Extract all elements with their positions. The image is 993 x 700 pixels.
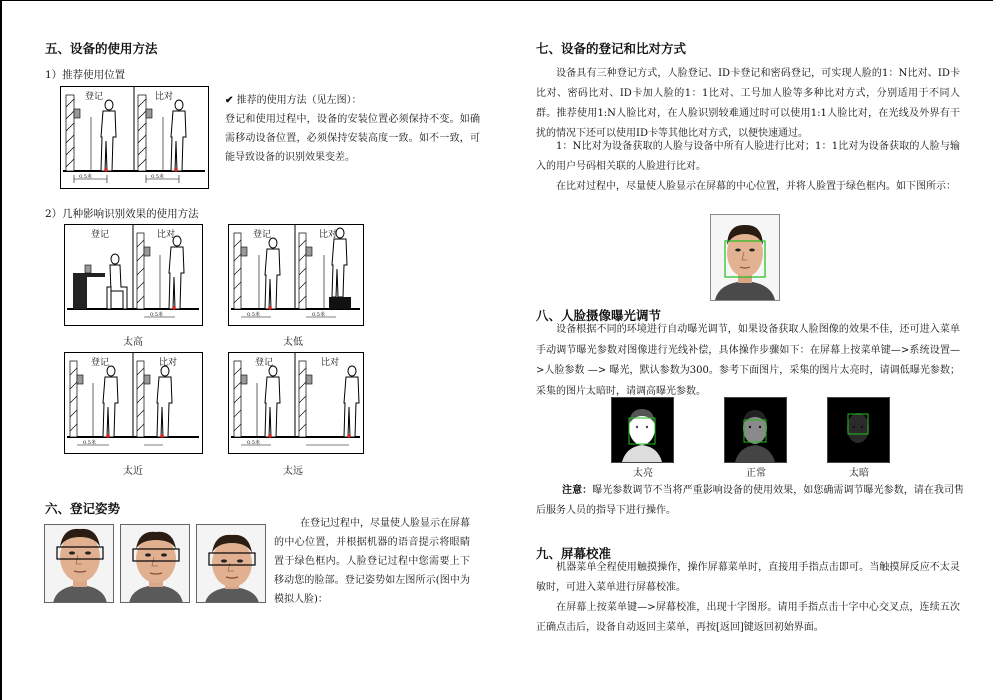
- section8-note-wrap: [536, 481, 964, 521]
- fig1-dim-right: 0.5米: [151, 174, 164, 180]
- caption-too-high: 太高: [123, 337, 143, 348]
- too-low-dim-right: 0.5米: [312, 312, 325, 318]
- section8-body-wrap: [536, 320, 960, 402]
- caption-too-close: 太近: [123, 466, 143, 477]
- too-low-dim-left: 0.5米: [247, 312, 260, 318]
- caption-too-bright: 太亮: [633, 468, 653, 479]
- too-high-label-compare: 比对: [157, 230, 176, 240]
- too-far-label-compare: 比对: [321, 358, 340, 368]
- exposure-bright-image: [611, 397, 674, 463]
- recommended-position-figure: [60, 86, 209, 189]
- section6-body: 在登记过程中，尽量使人脸显示在屏幕的中心位置，并根据机器的语音提示将眼睛置于绿色框内。人脸登记过程中您需要上下移动您的脸部。登记姿势如左图所示(图中为模拟人脸)：: [274, 518, 470, 605]
- fig1-dim-left: 0.5米: [79, 174, 92, 180]
- too-low-label-register: 登记: [253, 230, 272, 240]
- section8-note-body: 曝光参数调节不当将严重影响设备的使用效果，如您确需调节曝光参数，请在我司售后服务人员的指导下进行操作。: [536, 485, 965, 516]
- pose-face-3: [196, 524, 266, 603]
- exposure-normal-image: [724, 397, 787, 463]
- too-high-dim: 0.5米: [150, 312, 163, 318]
- note-body: 登记和使用过程中，设备的安装位置必须保持不变。如确需移动设备位置，必须保持安装高度一致。如不一致，可能导致设备的识别效果变差。: [225, 114, 480, 163]
- section8-title: 八、人脸摄像曝光调节: [536, 308, 662, 323]
- pose-face-1: [44, 524, 114, 603]
- too-far-label-register: 登记: [255, 358, 274, 368]
- note-heading: 推荐的使用方法（见左图）：: [236, 95, 362, 106]
- section7-title: 七、设备的登记和比对方式: [536, 41, 687, 56]
- section7-p2-wrap: [536, 137, 960, 177]
- exposure-dark-image: [827, 397, 890, 463]
- section5-sub2: 2）几种影响识别效果的使用方法: [45, 208, 199, 220]
- caption-too-dark: 太暗: [849, 468, 869, 479]
- too-high-label-register: 登记: [91, 230, 110, 240]
- variant-too-low-figure: [228, 224, 364, 326]
- section6-title: 六、登记姿势: [45, 501, 121, 516]
- caption-too-far: 太远: [283, 466, 303, 477]
- caption-too-low: 太低: [283, 337, 303, 348]
- section6-body-wrap: [274, 514, 470, 609]
- section9-p1-wrap: [536, 558, 960, 598]
- fig1-label-register: 登记: [85, 92, 104, 102]
- section9-title: 九、屏幕校准: [536, 546, 612, 561]
- too-low-label-compare: 比对: [319, 230, 338, 240]
- recommended-note: [225, 92, 480, 167]
- caption-normal: 正常: [746, 468, 766, 479]
- section8-body: 设备根据不同的环境进行自动曝光调节，如果设备获取人脸图像的效果不佳，还可进入菜单手动调节曝光参数对图像进行光线补偿，具体操作步骤如下：在屏幕上按菜单键—>系统设置—>人脸参数 —> 曝光，默认参数为300。参考下面图片，采集的图片太亮时，请调低曝光参数；采集的图片太暗时，请调高曝光参数。: [536, 324, 960, 397]
- fig1-label-compare: 比对: [155, 92, 174, 102]
- too-far-dim: 0.5米: [247, 440, 260, 446]
- section5-sub1: 1）推荐使用位置: [45, 69, 126, 81]
- section7-p2: 1：N比对为设备获取的人脸与设备中所有人脸进行比对；1：1比对为设备获取的人脸与输入的用户号码相关联的人脸进行比对。: [536, 141, 960, 172]
- section7-p1: 设备具有三种登记方式，人脸登记、ID卡登记和密码登记，可实现人脸的1：N比对、ID卡比对、密码比对、ID卡加人脸的1：1比对、工号加人脸等多种比对方式，分别适用于不同人群。推荐使用1:N人脸比对，在人脸识别较难通过时可以使用1:1人脸比对，在光线及外界有干扰的情况下还可以使用ID卡等其他比对方式，以便快速通过。: [536, 68, 960, 139]
- section9-p2: 在屏幕上按菜单键—>屏幕校准，出现十字图形。请用手指点击十字中心交叉点，连续五次正确点击后，设备自动返回主菜单，再按[返回]键返回初始界面。: [536, 602, 960, 633]
- section5-title: 五、设备的使用方法: [45, 41, 158, 56]
- pose-face-2: [120, 524, 190, 603]
- compare-face-image: [710, 214, 780, 301]
- section7-p3-wrap: [536, 177, 960, 197]
- section9-p1: 机器菜单全程使用触摸操作，操作屏幕菜单时，直接用手指点击即可。当触摸屏反应不太灵敏时，可进入菜单进行屏幕校准。: [536, 562, 960, 593]
- section7-p1-wrap: [536, 64, 960, 144]
- too-close-dim: 0.5米: [83, 440, 96, 446]
- too-close-label-register: 登记: [91, 358, 110, 368]
- variant-too-far-figure: [228, 352, 364, 454]
- check-icon: ✔: [225, 95, 234, 106]
- variant-too-close-figure: [64, 352, 203, 454]
- section7-p3: 在比对过程中，尽量使人脸显示在屏幕的中心位置，并将人脸置于绿色框内。如下图所示：: [556, 181, 956, 192]
- variant-too-high-figure: [64, 224, 203, 326]
- section8-note-label: 注意：: [562, 485, 593, 496]
- section9-p2-wrap: [536, 598, 960, 638]
- too-close-label-compare: 比对: [159, 358, 178, 368]
